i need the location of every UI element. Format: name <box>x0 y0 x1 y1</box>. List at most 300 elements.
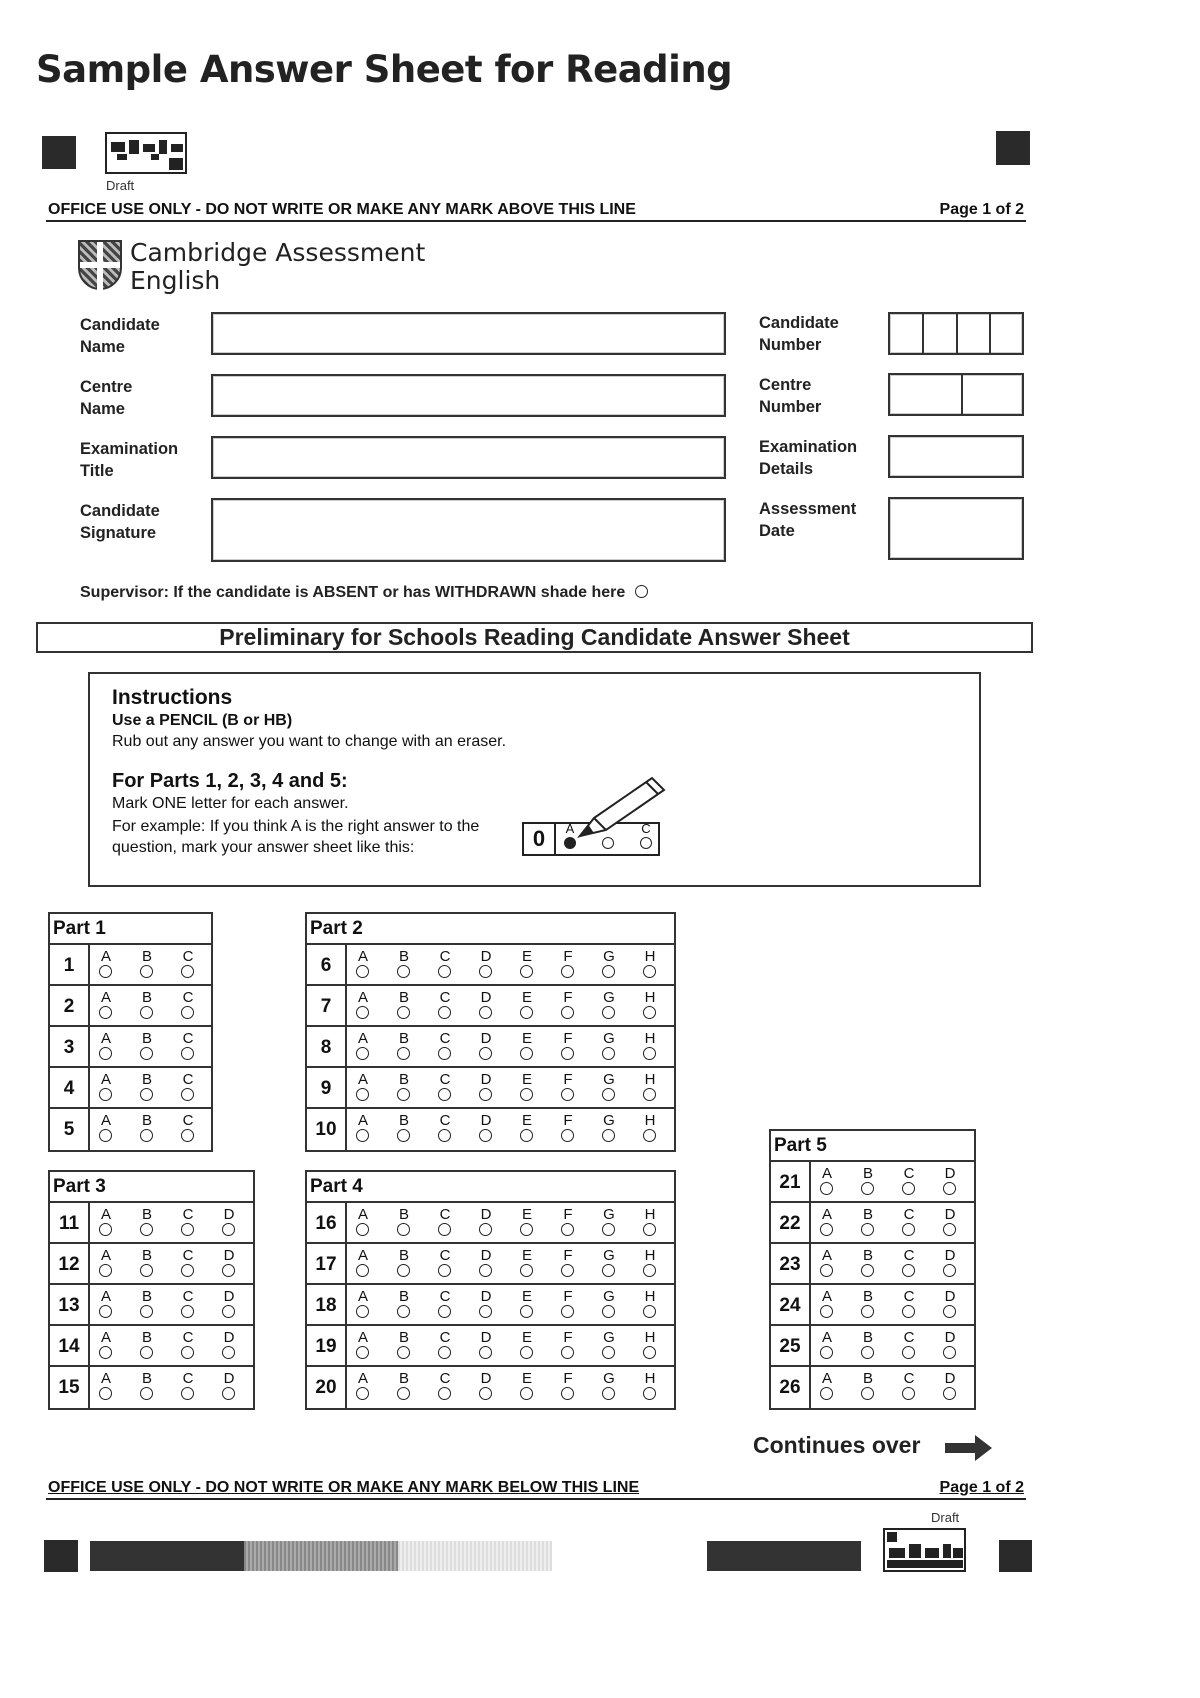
answer-bubble[interactable] <box>561 1047 574 1060</box>
answer-bubble[interactable] <box>140 1006 153 1019</box>
answer-option[interactable] <box>943 1162 984 1201</box>
answer-option[interactable] <box>356 1326 397 1365</box>
answer-option[interactable] <box>602 1068 643 1107</box>
answer-bubble[interactable] <box>602 1346 615 1359</box>
answer-bubble[interactable] <box>520 1305 533 1318</box>
answer-bubble[interactable] <box>181 1047 194 1060</box>
answer-option[interactable] <box>602 1367 643 1408</box>
answer-bubble[interactable] <box>356 1346 369 1359</box>
answer-option[interactable] <box>99 1109 140 1150</box>
answer-bubble[interactable] <box>99 1346 112 1359</box>
answer-option[interactable] <box>520 1203 561 1242</box>
answer-option[interactable] <box>820 1285 861 1324</box>
answer-option[interactable] <box>820 1244 861 1283</box>
answer-bubble[interactable] <box>181 1305 194 1318</box>
answer-option[interactable] <box>602 986 643 1025</box>
answer-bubble[interactable] <box>397 1129 410 1142</box>
assessment-date-field[interactable] <box>888 497 1024 560</box>
answer-option[interactable] <box>397 1068 438 1107</box>
answer-bubble[interactable] <box>520 1129 533 1142</box>
answer-bubble[interactable] <box>397 1006 410 1019</box>
answer-option[interactable] <box>561 1285 602 1324</box>
answer-option[interactable] <box>479 1027 520 1066</box>
answer-bubble[interactable] <box>99 1088 112 1101</box>
answer-bubble[interactable] <box>820 1182 833 1195</box>
answer-bubble[interactable] <box>99 1129 112 1142</box>
answer-option[interactable] <box>438 1244 479 1283</box>
answer-option[interactable] <box>438 1326 479 1365</box>
answer-bubble[interactable] <box>643 1264 656 1277</box>
answer-option[interactable] <box>356 1068 397 1107</box>
option-letter: D <box>223 1288 235 1305</box>
answer-bubble[interactable] <box>99 1223 112 1236</box>
answer-option[interactable] <box>356 1285 397 1324</box>
answer-bubble[interactable] <box>861 1223 874 1236</box>
answer-bubble[interactable] <box>181 1387 194 1400</box>
answer-option[interactable] <box>861 1326 902 1365</box>
answer-bubble[interactable] <box>861 1182 874 1195</box>
answer-option[interactable] <box>520 1068 561 1107</box>
answer-bubble[interactable] <box>438 1223 451 1236</box>
answer-bubble[interactable] <box>438 1387 451 1400</box>
answer-bubble[interactable] <box>520 1006 533 1019</box>
answer-option[interactable] <box>943 1326 984 1365</box>
answer-bubble[interactable] <box>397 965 410 978</box>
answer-option[interactable] <box>356 1244 397 1283</box>
answer-bubble[interactable] <box>479 1088 492 1101</box>
answer-option[interactable] <box>602 945 643 984</box>
answer-bubble[interactable] <box>602 1223 615 1236</box>
option-letter: C <box>182 989 194 1006</box>
answer-option[interactable] <box>561 1326 602 1365</box>
answer-option[interactable] <box>397 1367 438 1408</box>
answer-bubble[interactable] <box>643 1346 656 1359</box>
answer-option[interactable] <box>520 1109 561 1150</box>
answer-bubble[interactable] <box>479 1129 492 1142</box>
answer-bubble[interactable] <box>181 1264 194 1277</box>
answer-bubble[interactable] <box>222 1346 235 1359</box>
answer-option[interactable] <box>561 945 602 984</box>
answer-option[interactable] <box>643 1068 684 1107</box>
answer-option[interactable] <box>902 1326 943 1365</box>
answer-option[interactable] <box>181 1326 222 1365</box>
answer-bubble[interactable] <box>479 1264 492 1277</box>
answer-bubble[interactable] <box>397 1088 410 1101</box>
answer-bubble[interactable] <box>561 1129 574 1142</box>
answer-bubble[interactable] <box>643 1006 656 1019</box>
answer-bubble[interactable] <box>181 1346 194 1359</box>
answer-bubble[interactable] <box>561 1223 574 1236</box>
answer-bubble[interactable] <box>943 1223 956 1236</box>
answer-bubble[interactable] <box>181 1006 194 1019</box>
answer-option[interactable] <box>602 1326 643 1365</box>
answer-bubble[interactable] <box>356 1088 369 1101</box>
answer-option[interactable] <box>438 1027 479 1066</box>
answer-option[interactable] <box>99 1326 140 1365</box>
answer-option[interactable] <box>438 1367 479 1408</box>
answer-option[interactable] <box>438 1285 479 1324</box>
answer-option[interactable] <box>181 986 222 1025</box>
answer-option[interactable] <box>561 1367 602 1408</box>
answer-bubble[interactable] <box>181 1088 194 1101</box>
answer-bubble[interactable] <box>643 1129 656 1142</box>
answer-bubble[interactable] <box>643 1305 656 1318</box>
examination-title-field[interactable] <box>211 436 726 479</box>
answer-option[interactable] <box>820 1367 861 1408</box>
answer-bubble[interactable] <box>356 1305 369 1318</box>
answer-bubble[interactable] <box>356 1047 369 1060</box>
answer-bubble[interactable] <box>861 1264 874 1277</box>
answer-bubble[interactable] <box>140 1047 153 1060</box>
answer-bubble[interactable] <box>643 965 656 978</box>
answer-option[interactable] <box>222 1244 263 1283</box>
answer-option[interactable] <box>561 986 602 1025</box>
answer-bubble[interactable] <box>140 965 153 978</box>
answer-option[interactable] <box>861 1203 902 1242</box>
answer-option[interactable] <box>99 1203 140 1242</box>
candidate-signature-field[interactable] <box>211 498 726 562</box>
answer-bubble[interactable] <box>99 1047 112 1060</box>
answer-option[interactable] <box>479 945 520 984</box>
answer-bubble[interactable] <box>140 1264 153 1277</box>
answer-option[interactable] <box>643 1244 684 1283</box>
answer-bubble[interactable] <box>356 1264 369 1277</box>
answer-bubble[interactable] <box>438 1129 451 1142</box>
answer-option[interactable] <box>643 1326 684 1365</box>
answer-option[interactable] <box>140 1068 181 1107</box>
answer-bubble[interactable] <box>99 1006 112 1019</box>
answer-option[interactable] <box>643 1203 684 1242</box>
answer-option[interactable] <box>99 1068 140 1107</box>
answer-bubble[interactable] <box>140 1088 153 1101</box>
centre-number-field[interactable] <box>888 373 1024 416</box>
answer-option[interactable] <box>520 986 561 1025</box>
answer-option[interactable] <box>356 1027 397 1066</box>
answer-bubble[interactable] <box>643 1387 656 1400</box>
answer-option[interactable] <box>140 1027 181 1066</box>
answer-bubble[interactable] <box>520 1047 533 1060</box>
answer-option[interactable] <box>140 1285 181 1324</box>
answer-option[interactable] <box>561 1068 602 1107</box>
answer-bubble[interactable] <box>140 1223 153 1236</box>
answer-option[interactable] <box>99 1027 140 1066</box>
answer-option[interactable] <box>140 1203 181 1242</box>
option-letter: B <box>398 1288 409 1305</box>
answer-bubble[interactable] <box>181 965 194 978</box>
answer-option[interactable] <box>643 1109 684 1150</box>
answer-bubble[interactable] <box>902 1346 915 1359</box>
examination-details-field[interactable] <box>888 435 1024 478</box>
answer-bubble[interactable] <box>943 1305 956 1318</box>
answer-option[interactable] <box>181 1068 222 1107</box>
answer-bubble[interactable] <box>140 1387 153 1400</box>
answer-option[interactable] <box>140 986 181 1025</box>
answer-bubble[interactable] <box>602 1305 615 1318</box>
answer-option[interactable] <box>222 1285 263 1324</box>
answer-bubble[interactable] <box>438 1047 451 1060</box>
answer-bubble[interactable] <box>140 1305 153 1318</box>
answer-option[interactable] <box>602 1027 643 1066</box>
answer-bubble[interactable] <box>820 1387 833 1400</box>
answer-option[interactable] <box>902 1162 943 1201</box>
answer-bubble[interactable] <box>438 1006 451 1019</box>
answer-option[interactable] <box>356 986 397 1025</box>
answer-option[interactable] <box>99 1244 140 1283</box>
answer-bubble[interactable] <box>438 1346 451 1359</box>
answer-option[interactable] <box>181 1109 222 1150</box>
answer-option[interactable] <box>820 1162 861 1201</box>
answer-option[interactable] <box>520 945 561 984</box>
answer-option[interactable] <box>943 1285 984 1324</box>
answer-bubble[interactable] <box>902 1387 915 1400</box>
answer-option[interactable] <box>479 1326 520 1365</box>
answer-option[interactable] <box>943 1244 984 1283</box>
answer-bubble[interactable] <box>561 1387 574 1400</box>
answer-bubble[interactable] <box>602 1129 615 1142</box>
candidate-number-field[interactable] <box>888 312 1024 355</box>
answer-option[interactable] <box>643 945 684 984</box>
answer-bubble[interactable] <box>943 1264 956 1277</box>
answer-bubble[interactable] <box>520 1346 533 1359</box>
answer-option[interactable] <box>902 1203 943 1242</box>
answer-option[interactable] <box>902 1244 943 1283</box>
answer-option[interactable] <box>438 945 479 984</box>
answer-option[interactable] <box>181 1027 222 1066</box>
answer-bubble[interactable] <box>943 1387 956 1400</box>
answer-bubble[interactable] <box>820 1223 833 1236</box>
answer-bubble[interactable] <box>602 965 615 978</box>
answer-bubble[interactable] <box>181 1129 194 1142</box>
answer-option[interactable] <box>943 1367 984 1408</box>
answer-bubble[interactable] <box>602 1088 615 1101</box>
answer-option[interactable] <box>643 1367 684 1408</box>
answer-bubble[interactable] <box>222 1223 235 1236</box>
answer-bubble[interactable] <box>397 1047 410 1060</box>
answer-bubble[interactable] <box>438 1088 451 1101</box>
answer-bubble[interactable] <box>397 1387 410 1400</box>
answer-bubble[interactable] <box>356 1006 369 1019</box>
answer-bubble[interactable] <box>479 1387 492 1400</box>
answer-option[interactable] <box>479 1109 520 1150</box>
answer-bubble[interactable] <box>397 1223 410 1236</box>
centre-name-field[interactable] <box>211 374 726 417</box>
answer-option[interactable] <box>397 1203 438 1242</box>
answer-bubble[interactable] <box>643 1088 656 1101</box>
answer-bubble[interactable] <box>602 1006 615 1019</box>
answer-bubble[interactable] <box>943 1182 956 1195</box>
answer-bubble[interactable] <box>561 965 574 978</box>
answer-bubble[interactable] <box>479 965 492 978</box>
answer-bubble[interactable] <box>561 1088 574 1101</box>
absent-bubble[interactable] <box>635 585 648 598</box>
question-number: 25 <box>771 1326 811 1365</box>
answer-option[interactable] <box>602 1203 643 1242</box>
answer-option[interactable] <box>438 1109 479 1150</box>
answer-bubble[interactable] <box>602 1264 615 1277</box>
answer-bubble[interactable] <box>397 1346 410 1359</box>
answer-option[interactable] <box>397 1326 438 1365</box>
candidate-name-field[interactable] <box>211 312 726 355</box>
answer-bubble[interactable] <box>820 1305 833 1318</box>
answer-bubble[interactable] <box>561 1305 574 1318</box>
answer-bubble[interactable] <box>520 965 533 978</box>
answer-bubble[interactable] <box>861 1305 874 1318</box>
answer-option[interactable] <box>397 1285 438 1324</box>
answer-option[interactable] <box>99 1367 140 1408</box>
answer-bubble[interactable] <box>479 1305 492 1318</box>
answer-bubble[interactable] <box>902 1305 915 1318</box>
answer-option[interactable] <box>356 1203 397 1242</box>
answer-bubble[interactable] <box>479 1346 492 1359</box>
answer-bubble[interactable] <box>479 1047 492 1060</box>
option-letter: F <box>563 1288 573 1305</box>
answer-option[interactable] <box>140 1367 181 1408</box>
answer-bubble[interactable] <box>902 1182 915 1195</box>
answer-bubble[interactable] <box>222 1387 235 1400</box>
answer-option[interactable] <box>140 1244 181 1283</box>
answer-bubble[interactable] <box>520 1223 533 1236</box>
answer-bubble[interactable] <box>356 1129 369 1142</box>
answer-option[interactable] <box>222 1367 263 1408</box>
answer-option[interactable] <box>479 986 520 1025</box>
answer-bubble[interactable] <box>99 1305 112 1318</box>
answer-option[interactable] <box>181 1285 222 1324</box>
answer-option[interactable] <box>861 1367 902 1408</box>
answer-bubble[interactable] <box>520 1387 533 1400</box>
answer-bubble[interactable] <box>397 1305 410 1318</box>
answer-option[interactable] <box>397 1027 438 1066</box>
answer-option[interactable] <box>479 1244 520 1283</box>
answer-bubble[interactable] <box>438 1264 451 1277</box>
answer-bubble[interactable] <box>602 1047 615 1060</box>
answer-option[interactable] <box>561 1027 602 1066</box>
answer-option[interactable] <box>602 1109 643 1150</box>
answer-option[interactable] <box>520 1367 561 1408</box>
answer-option[interactable] <box>99 945 140 984</box>
answer-option[interactable] <box>520 1326 561 1365</box>
answer-option[interactable] <box>99 986 140 1025</box>
answer-bubble[interactable] <box>561 1006 574 1019</box>
answer-bubble[interactable] <box>479 1223 492 1236</box>
answer-bubble[interactable] <box>643 1047 656 1060</box>
answer-bubble[interactable] <box>820 1264 833 1277</box>
answer-bubble[interactable] <box>356 1387 369 1400</box>
answer-option[interactable] <box>140 945 181 984</box>
answer-bubble[interactable] <box>943 1346 956 1359</box>
answer-option[interactable] <box>140 1109 181 1150</box>
answer-option[interactable] <box>356 1367 397 1408</box>
answer-option[interactable] <box>397 945 438 984</box>
answer-bubble[interactable] <box>520 1264 533 1277</box>
answer-option[interactable] <box>181 1244 222 1283</box>
answer-bubble[interactable] <box>820 1346 833 1359</box>
answer-option[interactable] <box>520 1285 561 1324</box>
answer-option[interactable] <box>181 1203 222 1242</box>
question-row <box>771 1244 974 1285</box>
answer-bubble[interactable] <box>140 1129 153 1142</box>
answer-bubble[interactable] <box>861 1387 874 1400</box>
answer-bubble[interactable] <box>643 1223 656 1236</box>
answer-bubble[interactable] <box>438 965 451 978</box>
answer-bubble[interactable] <box>561 1346 574 1359</box>
answer-option[interactable] <box>479 1285 520 1324</box>
answer-option[interactable] <box>643 986 684 1025</box>
answer-option[interactable] <box>602 1285 643 1324</box>
answer-bubble[interactable] <box>902 1264 915 1277</box>
answer-option[interactable] <box>820 1203 861 1242</box>
answer-option[interactable] <box>561 1244 602 1283</box>
answer-bubble[interactable] <box>222 1305 235 1318</box>
answer-bubble[interactable] <box>356 1223 369 1236</box>
answer-bubble[interactable] <box>140 1346 153 1359</box>
answer-option[interactable] <box>520 1027 561 1066</box>
answer-bubble[interactable] <box>561 1264 574 1277</box>
answer-option[interactable] <box>861 1162 902 1201</box>
answer-option[interactable] <box>479 1367 520 1408</box>
answer-bubble[interactable] <box>397 1264 410 1277</box>
answer-option[interactable] <box>943 1203 984 1242</box>
answer-option[interactable] <box>602 1244 643 1283</box>
answer-bubble[interactable] <box>99 965 112 978</box>
answer-option[interactable] <box>397 986 438 1025</box>
answer-bubble[interactable] <box>520 1088 533 1101</box>
answer-bubble[interactable] <box>222 1264 235 1277</box>
answer-option[interactable] <box>397 1244 438 1283</box>
answer-option[interactable] <box>397 1109 438 1150</box>
question-row <box>771 1162 974 1203</box>
answer-option[interactable] <box>181 945 222 984</box>
answer-option[interactable] <box>861 1285 902 1324</box>
option-letter: H <box>644 1329 656 1346</box>
answer-option[interactable] <box>222 1203 263 1242</box>
answer-option[interactable] <box>438 1068 479 1107</box>
answer-option[interactable] <box>520 1244 561 1283</box>
answer-option[interactable] <box>99 1285 140 1324</box>
option-letter: H <box>644 1071 656 1088</box>
answer-option[interactable] <box>902 1367 943 1408</box>
answer-option[interactable] <box>140 1326 181 1365</box>
option-letter: F <box>563 1112 573 1129</box>
answer-option[interactable] <box>643 1285 684 1324</box>
answer-option[interactable] <box>222 1326 263 1365</box>
answer-bubble[interactable] <box>356 965 369 978</box>
answer-option[interactable] <box>356 1109 397 1150</box>
answer-option[interactable] <box>643 1027 684 1066</box>
answer-option[interactable] <box>438 1203 479 1242</box>
answer-bubble[interactable] <box>861 1346 874 1359</box>
answer-option[interactable] <box>479 1203 520 1242</box>
answer-option[interactable] <box>561 1203 602 1242</box>
answer-option[interactable] <box>356 945 397 984</box>
supervisor-text: Supervisor: If the candidate is ABSENT or has WITHDRAWN shade here <box>80 584 626 601</box>
answer-option[interactable] <box>820 1326 861 1365</box>
answer-option[interactable] <box>438 986 479 1025</box>
answer-bubble[interactable] <box>438 1305 451 1318</box>
answer-option[interactable] <box>561 1109 602 1150</box>
answer-option[interactable] <box>181 1367 222 1408</box>
answer-option[interactable] <box>902 1285 943 1324</box>
answer-bubble[interactable] <box>479 1006 492 1019</box>
answer-bubble[interactable] <box>602 1387 615 1400</box>
answer-bubble[interactable] <box>902 1223 915 1236</box>
answer-option[interactable] <box>861 1244 902 1283</box>
option-letter: H <box>644 1206 656 1223</box>
answer-bubble[interactable] <box>99 1264 112 1277</box>
option-letter: D <box>944 1329 956 1346</box>
answer-bubble[interactable] <box>99 1387 112 1400</box>
answer-option[interactable] <box>479 1068 520 1107</box>
answer-bubble[interactable] <box>181 1223 194 1236</box>
